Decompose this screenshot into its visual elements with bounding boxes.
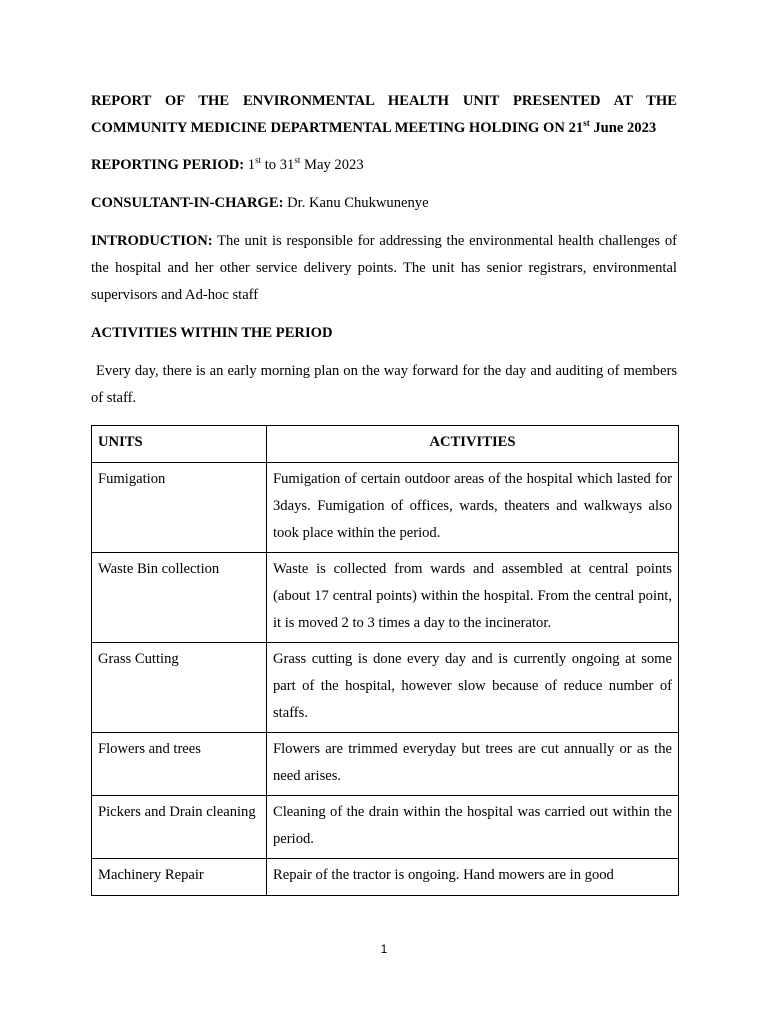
table-row xyxy=(92,733,679,796)
table-cell-unit: Waste Bin collection xyxy=(92,553,267,643)
reporting-period-start: 1 xyxy=(247,157,256,173)
table-row xyxy=(92,859,679,896)
introduction-label: INTRODUCTION: xyxy=(91,233,213,249)
consultant-in-charge xyxy=(91,190,677,217)
document-page xyxy=(91,88,677,896)
table-cell-activity: Cleaning of the drain within the hospital was carried out within the period. xyxy=(267,796,679,859)
table-header-activities: ACTIVITIES xyxy=(267,426,679,463)
consultant-value: Dr. Kanu Chukwunenye xyxy=(283,195,429,211)
table-cell-unit: Machinery Repair xyxy=(92,859,267,896)
table-cell-activity: Fumigation of certain outdoor areas of the hospital which lasted for 3days. Fumigation of offices, wards, theaters and walkways also took place within the period. xyxy=(267,463,679,553)
table-cell-unit: Fumigation xyxy=(92,463,267,553)
reporting-period-label: REPORTING PERIOD: xyxy=(91,157,245,173)
reporting-period-end-sup: st xyxy=(294,155,301,166)
reporting-period-start-sup: st xyxy=(255,155,262,166)
table-row xyxy=(92,796,679,859)
table-cell-activity: Grass cutting is done every day and is currently ongoing at some part of the hospital, however slow because of reduce number of staffs. xyxy=(267,643,679,733)
table-cell-unit: Flowers and trees xyxy=(92,733,267,796)
report-title xyxy=(91,88,677,141)
report-title-main: REPORT OF THE ENVIRONMENTAL HEALTH UNIT PRESENTED AT THE COMMUNITY MEDICINE DEPARTMENTAL MEETING HOLDING ON 21 xyxy=(91,93,677,136)
table-cell-activity: Repair of the tractor is ongoing. Hand mowers are in good xyxy=(267,859,679,896)
activities-table xyxy=(91,425,679,896)
reporting-period xyxy=(91,152,677,179)
table-cell-activity: Flowers are trimmed everyday but trees are cut annually or as the need arises. xyxy=(267,733,679,796)
report-title-tail: June 2023 xyxy=(589,119,657,136)
table-header-row xyxy=(92,426,679,463)
introduction-text: The unit is responsible for addressing the environmental health challenges of the hospital and her other service delivery points. The unit has senior registrars, environmental supervisors and Ad-hoc staff xyxy=(91,233,677,303)
table-cell-unit: Pickers and Drain cleaning xyxy=(92,796,267,859)
table-cell-activity: Waste is collected from wards and assembled at central points (about 17 central points) within the hospital. From the central point, it is moved 2 to 3 times a day to the incinerator. xyxy=(267,553,679,643)
table-cell-unit: Grass Cutting xyxy=(92,643,267,733)
reporting-period-mid: to 31 xyxy=(261,157,295,173)
table-row xyxy=(92,553,679,643)
table-row xyxy=(92,643,679,733)
report-title-superscript: st xyxy=(583,117,590,128)
activities-heading: ACTIVITIES WITHIN THE PERIOD xyxy=(91,325,333,341)
reporting-period-end: May 2023 xyxy=(300,157,364,173)
activities-intro: Every day, there is an early morning plan on the way forward for the day and auditing of members of staff. xyxy=(91,363,677,406)
table-header-units: UNITS xyxy=(92,426,267,463)
consultant-label: CONSULTANT-IN-CHARGE: xyxy=(91,195,284,211)
page-number: 1 xyxy=(380,942,388,956)
introduction-paragraph xyxy=(91,228,677,309)
table-row xyxy=(92,463,679,553)
